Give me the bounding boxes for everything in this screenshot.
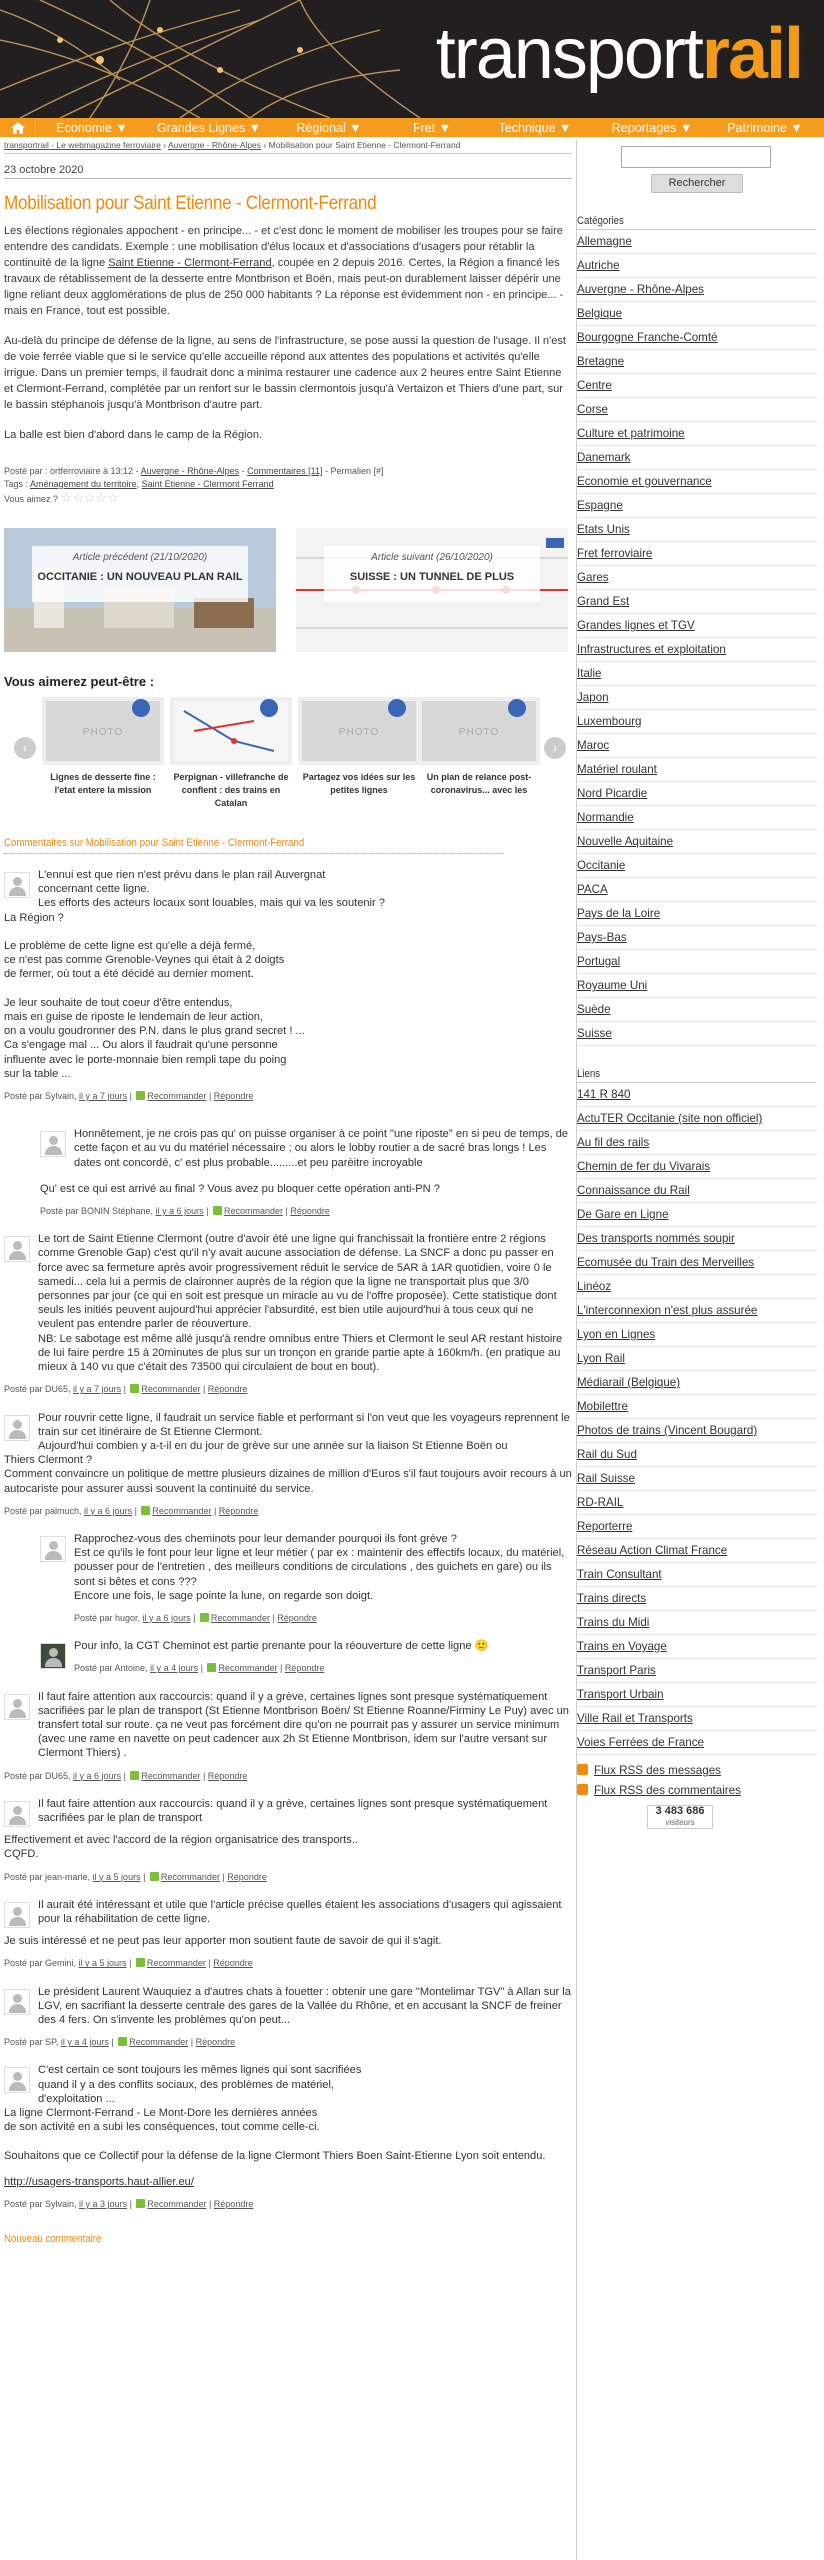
related-item[interactable]: PHOTO Lignes de desserte fine : l'etat entere la mission: [42, 697, 164, 815]
sidebar: [576, 140, 824, 2560]
avatar: [4, 1694, 30, 1720]
tag-link[interactable]: Aménagement du territoire: [30, 479, 137, 489]
category-link[interactable]: Espagne: [577, 494, 817, 518]
rss-links: [577, 1761, 824, 1801]
category-link[interactable]: Grandes lignes et TGV: [577, 614, 817, 638]
avatar: [40, 1643, 66, 1669]
comment: Le président Laurent Wauquiez a d'autres chats à fouetter : obtenir une gare "Montelimar TGV" à Allan sur la LGV, en sacrifiant la desserte centrale des gares de la Vallée du Rhône, et en accusant la SNCF de freiner des 4 fers. On s'invente les problèmes qu'on peut... Posté par SP, il y a 4 jours | Recommander | Répondre: [4, 1985, 571, 2048]
sidebar-link[interactable]: Rail du Sud: [577, 1443, 817, 1467]
rss-icon: [577, 1784, 588, 1795]
sidebar-link[interactable]: Connaissance du Rail: [577, 1179, 817, 1203]
category-link[interactable]: Centre: [577, 374, 817, 398]
recommend-link[interactable]: Recommander: [141, 1384, 201, 1395]
category-link[interactable]: Danemark: [577, 446, 817, 470]
category-link[interactable]: Suède: [577, 998, 817, 1022]
category-link[interactable]: Maroc: [577, 734, 817, 758]
rating-stars[interactable]: ☆☆☆☆☆: [60, 490, 119, 505]
category-link[interactable]: Belgique: [577, 302, 817, 326]
carousel-prev-button[interactable]: ‹: [14, 737, 36, 759]
sidebar-link[interactable]: De Gare en Ligne: [577, 1203, 817, 1227]
comment-reply: Pour info, la CGT Cheminot est partie prenante pour la réouverture de cette ligne 🙂 Posté par Antoine, il y a 4 jours | Recommander | Répondre: [40, 1639, 572, 1675]
recommend-link[interactable]: Recommander: [152, 1505, 212, 1516]
rss-posts-link[interactable]: Flux RSS des messages: [577, 1761, 824, 1781]
sidebar-link[interactable]: Des transports nommés soupir: [577, 1227, 817, 1251]
post-category-link[interactable]: Auvergne - Rhône-Alpes: [140, 466, 240, 476]
category-link[interactable]: Portugal: [577, 950, 817, 974]
recommend-link[interactable]: Recommander: [146, 1958, 206, 1969]
category-link[interactable]: Japon: [577, 686, 817, 710]
new-comment-heading: Nouveau commentaire: [4, 2233, 102, 2246]
sidebar-link[interactable]: Ville Rail et Transports: [577, 1707, 817, 1731]
comment: Le tort de Saint Etienne Clermont (outre d'avoir été une ligne qui franchissait la frontière entre 2 régions comme Grenoble Gap) c'est qu'il n'y avait aucune association de défense. La SNCF a donc pu passer en force avec sa fermeture après avoir progressivement réduit le service de 5AR à 1AR quotidien, voire 0 le samedi... cela lui a permis de claironner auprès de la région que la ligne ne transportait plus que 3/0 personnes par jour (ce qui en soit est presque un miracle au vu de l'offre proposée). Cette statistique dont seuls les initiés peuvent aujourd'hui apprécier l'absurdité, est bien utile aujourd'hui à tous ceux qui ne veulent pas entendre parler de réouverture. NB: Le sabotage est même allé jusqu'à rendre omnibus entre Thiers et Clermont le seul AR restant histoire de lui faire perdre 15 à 20minutes de plus sur un tronçon en grande partie apte à 160km/h. (en pratique au mieux à 140 vu que c'était des 73500 qui circulaient de bout en bout). Posté par DU65, il y a 7 jours | Recommander | Répondre: [4, 1233, 563, 1395]
category-link[interactable]: Luxembourg: [577, 710, 817, 734]
nav-reportages[interactable]: Reportages ▼: [611, 120, 693, 135]
comment: Il faut faire attention aux raccourcis: quand il y a grève, certaines lignes sont presque systématiquement sacrifiées par le plan de transport (St Etienne Montbrison Boën/ St Etienne Roanne/Firminy Le Puy) avec un transfert total sur route. ça ne veut pas forcément dire qu'on ne pourrait pas y assurer un service minimum (avec une rame en navette on peut cadencer aux 2h St Etienne Montbrison, idem sur l'autre versant sur Clermont Thiers) . Posté par DU65, il y a 6 jours | Recommander | Répondre: [4, 1690, 569, 1781]
reply-link[interactable]: Répondre: [213, 2199, 254, 2210]
post-title: Mobilisation pour Saint Etienne - Clermont-Ferrand: [4, 193, 377, 214]
related-heading: Vous aimerez peut-être :: [4, 674, 155, 689]
sidebar-link[interactable]: Photos de trains (Vincent Bougard): [577, 1419, 817, 1443]
reply-link[interactable]: Répondre: [207, 1384, 248, 1395]
reply-link[interactable]: Répondre: [284, 1663, 325, 1674]
links-list: [577, 1083, 824, 1755]
comment-date-link[interactable]: il y a 3 jours: [79, 2199, 128, 2210]
comment-date-link[interactable]: il y a 5 jours: [92, 1871, 141, 1882]
sidebar-link[interactable]: Lyon Rail: [577, 1347, 817, 1371]
category-link[interactable]: Auvergne - Rhône-Alpes: [577, 278, 817, 302]
reply-link[interactable]: Répondre: [213, 1091, 254, 1102]
category-link[interactable]: Bourgogne Franche-Comté: [577, 326, 817, 350]
comment-reply: Honnêtement, je ne crois pas qu' on puisse organiser à ce point "une riposte" en si peu de temps, de cette façon et au vu du matériel nécessaire ; ou alors le lobby routier a de sacré bras longs ! Les dates ont concordé, c' est plus probable.........et peu parèitre incroyable Qu' est ce qui est arrivé au final ? Vous avez pu bloquer cette opération anti-PN ? Posté par BONIN Stéphane, il y a 6 jours | Recommander | Répondre: [40, 1128, 569, 1217]
category-link[interactable]: Gares: [577, 566, 817, 590]
sidebar-link[interactable]: Train Consultant: [577, 1563, 817, 1587]
sidebar-link[interactable]: Trains en Voyage: [577, 1635, 817, 1659]
comment-external-link[interactable]: http://usagers-transports.haut-allier.eu/: [4, 2175, 194, 2188]
comment-date-link[interactable]: il y a 6 jours: [73, 1770, 122, 1781]
comments-heading: Commentaires sur Mobilisation pour Saint Etienne - Clermont-Ferrand: [4, 837, 504, 854]
sidebar-link[interactable]: Transport Urbain: [577, 1683, 817, 1707]
categories-heading: Catégories: [577, 215, 816, 230]
category-link[interactable]: Culture et patrimoine: [577, 422, 817, 446]
nav-economie[interactable]: Economie ▼: [56, 120, 128, 135]
rss-comments-link[interactable]: Flux RSS des commentaires: [577, 1781, 824, 1801]
sidebar-link[interactable]: Trains directs: [577, 1587, 817, 1611]
related-item[interactable]: PHOTO Un plan de relance post-coronavirus... avec les: [418, 697, 540, 815]
category-link[interactable]: Fret ferroviaire: [577, 542, 817, 566]
sidebar-link[interactable]: ActuTER Occitanie (site non officiel): [577, 1107, 817, 1131]
avatar: [4, 1415, 30, 1441]
comment: Il aurait été intéressant et utile que l'article précise quelles étaient les associations d'usagers qui agissaient pour la réhabilitation de cette ligne. Je suis intéressé et ne peut pas leur apporter mon soutient faute de savoir de qui il s'agit. Posté par Gemini, il y a 5 jours | Recommander | Répondre: [4, 1898, 562, 1969]
sidebar-link[interactable]: Mobilettre: [577, 1395, 817, 1419]
breadcrumb-home-link[interactable]: transportrail - Le webmagazine ferroviaire: [4, 140, 161, 150]
site-logo[interactable]: transportrail: [435, 14, 802, 94]
comment-date-link[interactable]: il y a 6 jours: [155, 1206, 204, 1217]
sidebar-link[interactable]: Au fil des rails: [577, 1131, 817, 1155]
category-list: [577, 230, 824, 1046]
category-link[interactable]: Italie: [577, 662, 817, 686]
nav-technique[interactable]: Technique ▼: [498, 120, 572, 135]
nav-patrimoine[interactable]: Patrimoine ▼: [727, 120, 803, 135]
prev-article-card[interactable]: Article précédent (21/10/2020) OCCITANIE : UN NOUVEAU PLAN RAIL: [4, 528, 276, 652]
category-link[interactable]: Pays de la Loire: [577, 902, 817, 926]
category-link[interactable]: PACA: [577, 878, 817, 902]
avatar: [4, 1989, 30, 2015]
visitor-counter: 3 483 686 visiteurs: [647, 1805, 713, 1829]
sidebar-link[interactable]: Reporterre: [577, 1515, 817, 1539]
avatar: [4, 1236, 30, 1262]
comment-date-link[interactable]: il y a 4 jours: [150, 1663, 199, 1674]
avatar: [40, 1536, 66, 1562]
recommend-link[interactable]: Recommander: [147, 2199, 207, 2210]
post-paragraph-1: Les élections régionales appochent - en principe... - et c'est donc le moment de mobiliser les troupes pour se faire entendre des candidats. Exemple : une mobilisation d'élus locaux et d'associations d'usagers pour rétablir la continuité de la ligne Saint Etienne - Clermont-Ferrand, coupée en 2 depuis 2016. Certes, la Région a financé les travaux de rétablissement de la desserte entre Montbrison et Boën, mais peut-on durablement laisser dépérir une ligne reliant deux agglomérations de plus de 250 000 habitants ? La réponse est évidemment non - en principe... - mais en France, tout est possible.: [4, 225, 564, 317]
avatar: [4, 1902, 30, 1928]
avatar: [40, 1131, 66, 1157]
recommend-link[interactable]: Recommander: [210, 1612, 270, 1623]
breadcrumb-category-link[interactable]: Auvergne - Rhône-Alpes: [167, 140, 262, 150]
comment-date-link[interactable]: il y a 6 jours: [142, 1612, 191, 1623]
comments-link[interactable]: Commentaires [11]: [247, 466, 323, 476]
breadcrumb-current: Mobilisation pour Saint Etienne - Clermont-Ferrand: [268, 140, 461, 150]
category-link[interactable]: Allemagne: [577, 230, 817, 254]
sidebar-link[interactable]: Voies Ferrées de France: [577, 1731, 817, 1755]
category-link[interactable]: Grand Est: [577, 590, 817, 614]
sidebar-link[interactable]: Réseau Action Climat France: [577, 1539, 817, 1563]
post-body: [4, 223, 572, 443]
sidebar-link[interactable]: Ecomusée du Train des Merveilles: [577, 1251, 817, 1275]
tag-link[interactable]: Saint Etienne - Clermont Ferrand: [141, 479, 274, 489]
category-link[interactable]: Etats Unis: [577, 518, 817, 542]
post-paragraph-3: La balle est bien d'abord dans le camp de la Région.: [4, 429, 263, 441]
rss-icon: [577, 1764, 588, 1775]
permalink[interactable]: - Permalien [#]: [322, 466, 384, 476]
sidebar-link[interactable]: Trains du Midi: [577, 1611, 817, 1635]
reply-link[interactable]: Répondre: [227, 1871, 267, 1882]
reply-link[interactable]: Répondre: [277, 1612, 317, 1623]
recommend-link[interactable]: Recommander: [147, 1091, 207, 1102]
nav-grandes-lignes[interactable]: Grandes Lignes ▼: [156, 120, 262, 135]
recommend-link[interactable]: Recommander: [218, 1663, 278, 1674]
category-link[interactable]: Normandie: [577, 806, 817, 830]
reply-link[interactable]: Répondre: [195, 2037, 236, 2048]
reply-link[interactable]: Répondre: [290, 1206, 330, 1217]
comment-date-link[interactable]: il y a 7 jours: [73, 1384, 122, 1395]
post-paragraph-2: Au-delà du principe de défense de la ligne, au sens de l'infrastructure, se pose aussi la question de l'usage. Il n'est de voie ferrée viable que si le service qu'elle accueille répond aux attentes des populations et activités qu'elle irrigue. Dans un premier temps, il faudrait donc a minima restaurer une cadence aux 2 heures entre Saint Etienne et Clermont-Ferrand, complétée par un renfort sur le bassin clermontois jusqu'à Vertaizon et Thiers d'une part, sur le bassin stéphanois jusqu'à Montbrison d'autre part.: [4, 335, 567, 411]
category-link[interactable]: Corse: [577, 398, 817, 422]
recommend-link[interactable]: Recommander: [129, 2037, 189, 2048]
comment-reply: Rapprochez-vous des cheminots pour leur demander pourquoi ils font grève ? Est ce qu'ils le font pour leur ligne et leur métier ( par ex : maintenir des effectifs locaux, du matériel, pousser pour de l'entretien , des meilleurs conditions de circulations , des guichets en gare) ou ils sont si bêtes et cons ??? Encore une fois, le sage pointe la lune, on regarde son doigt. Posté par hugor, il y a 6 jours | Recommander | Répondre: [40, 1532, 572, 1625]
carousel-next-button[interactable]: ›: [544, 737, 566, 759]
sidebar-link[interactable]: L'interconnexion n'est plus assurée: [577, 1299, 817, 1323]
category-link[interactable]: Matériel roulant: [577, 758, 817, 782]
sidebar-link[interactable]: Rail Suisse: [577, 1467, 817, 1491]
search-input[interactable]: [621, 146, 771, 168]
prev-next-nav: [4, 528, 572, 652]
post-meta: Posté par : ortferroviaire à 13:12 - Auvergne - Rhône-Alpes - Commentaires [11] - Permalien [#] Tags : Aménagement du territoire, Saint Etienne - Clermont Ferrand Vous aimez ? ☆☆☆☆☆: [4, 466, 384, 505]
sidebar-link[interactable]: Linéoz: [577, 1275, 817, 1299]
sidebar-link[interactable]: RD-RAIL: [577, 1491, 817, 1515]
sidebar-link[interactable]: Médiarail (Belgique): [577, 1371, 817, 1395]
category-link[interactable]: Nord Picardie: [577, 782, 817, 806]
sidebar-link[interactable]: Transport Paris: [577, 1659, 817, 1683]
home-icon[interactable]: [0, 118, 36, 137]
related-item[interactable]: PHOTO Partagez vos idées sur les petites lignes: [298, 697, 420, 815]
line-link[interactable]: Saint Etienne - Clermont-Ferrand: [108, 257, 272, 269]
related-item[interactable]: Perpignan - villefranche de conflent : des trains en Catalan: [170, 697, 292, 815]
recommend-link[interactable]: Recommander: [141, 1770, 201, 1781]
site-header: [0, 0, 824, 118]
main-content: [4, 140, 572, 2245]
comment: L'ennui est que rien n'est prévu dans le plan rail Auvergnat concernant cette ligne. Les efforts des acteurs locaux sont louables, mais qui va les soutenir ? La Région ? Le problème de cette ligne est qu'elle a déjà fermé, ce n'est pas comme Grenoble-Veynes qui était à 2 doigts de fermer, où tout a été décidé au dernier moment. Je leur souhaite de tout coeur d'être entendus, mais en guise de riposte le lendemain de leur action, on a voulu goudronner des P.N. dans le plus grand secret ! ... Ca s'engage mal ... Ou alors il faudrait qu'une personne influente avec le porte-monnaie bien rempli tape du poing sur la table ... Posté par Sylvain, il y a 7 jours | Recommander | Répondre: [4, 869, 385, 1102]
nav-regional[interactable]: Régional ▼: [296, 120, 362, 135]
category-link[interactable]: Suisse: [577, 1022, 817, 1046]
reply-link[interactable]: Répondre: [218, 1505, 259, 1516]
related-carousel: [4, 697, 572, 817]
comment: Il faut faire attention aux raccourcis: quand il y a grève, certaines lignes sont presque systématiquement sacrifiées par le plan de transport Effectivement et avec l'accord de la région organisatrice des transports.. CQFD. Posté par jean-marie, il y a 5 jours | Recommander | Répondre: [4, 1797, 548, 1882]
recommend-link[interactable]: Recommander: [223, 1206, 283, 1217]
category-link[interactable]: Infrastructures et exploitation: [577, 638, 817, 662]
category-link[interactable]: Pays-Bas: [577, 926, 817, 950]
next-article-card[interactable]: Article suivant (26/10/2020) SUISSE : UN TUNNEL DE PLUS: [296, 528, 568, 652]
main-nav: [0, 118, 824, 137]
category-link[interactable]: Economie et gouvernance: [577, 470, 817, 494]
comment: C'est certain ce sont toujours les mêmes lignes qui sont sacrifiées quand il y a des conflits sociaux, des problèmes de matériel, d'exploitation ... La ligne Clermont-Ferrand - Le Mont-Dore les dernières années de son activité en a subi les conséquences, tout comme celle-ci. Souhaitons que ce Collectif pour la défense de la ligne Clermont Thiers Boen Saint-Etienne Lyon soit entendu. http://usagers-transports.haut-allier.eu/ Posté par Sylvain, il y a 3 jours | Recommander | Répondre: [4, 2063, 572, 2211]
sidebar-link[interactable]: 141 R 840: [577, 1083, 817, 1107]
comment-date-link[interactable]: il y a 7 jours: [79, 1091, 128, 1102]
comment-date-link[interactable]: il y a 5 jours: [78, 1958, 127, 1969]
sidebar-link[interactable]: Lyon en Lignes: [577, 1323, 817, 1347]
comment-date-link[interactable]: il y a 4 jours: [60, 2037, 109, 2048]
links-heading: Liens: [577, 1068, 816, 1083]
reply-link[interactable]: Répondre: [213, 1958, 253, 1969]
avatar: [4, 872, 30, 898]
avatar: [4, 1801, 30, 1827]
category-link[interactable]: Occitanie: [577, 854, 817, 878]
breadcrumb: transportrail - Le webmagazine ferroviaire › Auvergne - Rhône-Alpes › Mobilisation pour Saint Etienne - Clermont-Ferrand: [4, 140, 572, 154]
comment: Pour rouvrir cette ligne, il faudrait un service fiable et performant si l'on veut que les voyageurs reprennent le train sur cet itinéraire de St Etienne Clermont. Aujourd'hui combien y a-t-il en du jour de grève sur une année sur la liaison St Etienne Boën ou Thiers Clermont ? Comment convaincre un politique de mettre plusieurs dizaines de million d'Euros s'il faut toujours avoir recours à un autocariste pour assurer aussi souvent la continuité du service. Posté par palmuch, il y a 6 jours | Recommander | Répondre: [4, 1411, 572, 1516]
category-link[interactable]: Autriche: [577, 254, 817, 278]
comment-date-link[interactable]: il y a 6 jours: [84, 1505, 133, 1516]
category-link[interactable]: Royaume Uni: [577, 974, 817, 998]
recommend-link[interactable]: Recommander: [160, 1871, 220, 1882]
avatar: [4, 2067, 30, 2093]
post-date: 23 octobre 2020: [4, 164, 572, 179]
search-button[interactable]: Rechercher: [651, 174, 743, 193]
category-link[interactable]: Bretagne: [577, 350, 817, 374]
nav-fret[interactable]: Fret ▼: [412, 120, 452, 135]
category-link[interactable]: Nouvelle Aquitaine: [577, 830, 817, 854]
reply-link[interactable]: Répondre: [207, 1770, 248, 1781]
sidebar-link[interactable]: Chemin de fer du Vivarais: [577, 1155, 817, 1179]
